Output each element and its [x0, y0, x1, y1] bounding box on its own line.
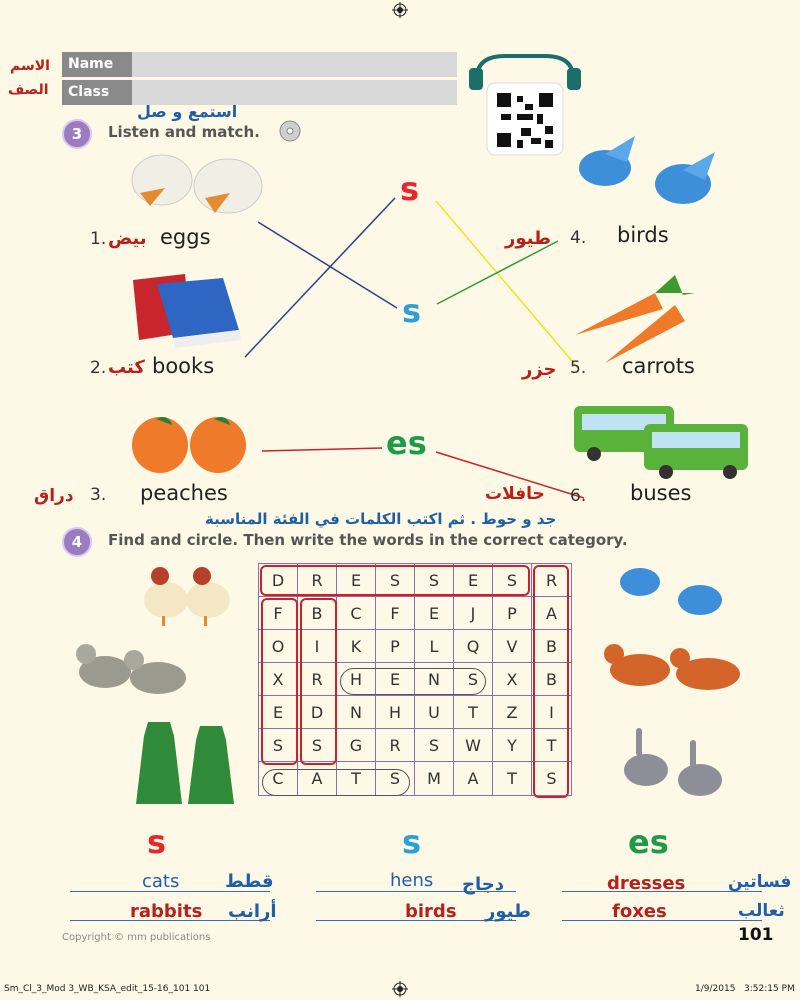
grid-cell[interactable]: C	[337, 597, 376, 630]
item-5-number: 5.	[570, 358, 587, 378]
circle-dresses	[260, 565, 530, 596]
grid-cell[interactable]: O	[259, 630, 298, 663]
item-4-number: 4.	[570, 228, 587, 248]
item-1-number: 1.	[90, 229, 107, 249]
grid-cell[interactable]: S	[493, 564, 532, 597]
grid-cell[interactable]: P	[376, 630, 415, 663]
grid-cell[interactable]: A	[532, 597, 571, 630]
grid-cell[interactable]: R	[532, 564, 571, 597]
ending-es-green: es	[386, 424, 427, 462]
item-3-number: 3.	[90, 485, 107, 505]
category-3-ending: es	[628, 823, 669, 861]
answer-foxes-ar: ثعالب	[738, 901, 785, 921]
grid-cell[interactable]: R	[376, 729, 415, 762]
copyright: Copyright © mm publications	[62, 932, 211, 943]
item-2-number: 2.	[90, 358, 107, 378]
grid-cell[interactable]: A	[454, 762, 493, 795]
item-6-ar: حافلات	[485, 484, 545, 504]
exercise-4-instruction: Find and circle. Then write the words in the correct category.	[108, 531, 628, 549]
answer-birds-ar: طيور	[485, 901, 531, 922]
grid-cell[interactable]: V	[493, 630, 532, 663]
exercise-3-instruction: Listen and match.	[108, 123, 260, 141]
registration-mark-icon	[392, 981, 408, 997]
grid-cell[interactable]: J	[454, 597, 493, 630]
grid-cell[interactable]: S	[454, 663, 493, 696]
circle-cats	[262, 769, 410, 796]
grid-cell[interactable]: G	[337, 729, 376, 762]
item-4-word: birds	[617, 223, 669, 247]
hens-picture	[138, 556, 233, 628]
item-3-word: peaches	[140, 481, 228, 505]
grid-cell[interactable]: S	[259, 729, 298, 762]
grid-cell[interactable]: N	[415, 663, 454, 696]
answer-hens-ar: دجاج	[462, 874, 504, 895]
grid-cell[interactable]: D	[298, 696, 337, 729]
circle-birds	[300, 598, 337, 765]
grid-cell[interactable]: Y	[493, 729, 532, 762]
answer-rabbits-ar: أرانب	[228, 901, 277, 922]
category-2-ending: s	[402, 823, 422, 861]
grid-cell[interactable]: E	[415, 597, 454, 630]
grid-cell[interactable]: E	[337, 564, 376, 597]
answer-hens: hens	[390, 870, 434, 891]
grid-cell[interactable]: F	[259, 597, 298, 630]
grid-cell[interactable]: S	[376, 762, 415, 795]
item-5-word: carrots	[622, 354, 695, 378]
print-timestamp: 1/9/2015 3:52:15 PM	[695, 984, 795, 994]
item-4-ar: طيور	[505, 228, 551, 249]
grid-cell[interactable]: T	[532, 729, 571, 762]
page-number: 101	[738, 925, 774, 945]
item-5-ar: جزر	[522, 359, 557, 380]
ending-s-blue: s	[402, 292, 422, 330]
answer-birds: birds	[405, 901, 457, 922]
cats-picture	[70, 632, 195, 702]
grid-cell[interactable]: R	[298, 564, 337, 597]
exercise-3-instruction-ar: استمع و صل	[137, 102, 238, 121]
grid-cell[interactable]: Z	[493, 696, 532, 729]
item-1-ar: بيض	[108, 228, 147, 249]
grid-cell[interactable]: S	[415, 729, 454, 762]
ending-s-red: s	[400, 170, 420, 208]
item-6-number: 6.	[570, 486, 587, 506]
exercise-4-instruction-ar: جد و حوط . ثم اكتب الكلمات في الفئة المناسبة	[205, 510, 557, 528]
grid-cell[interactable]: A	[298, 762, 337, 795]
grid-cell[interactable]: U	[415, 696, 454, 729]
grid-cell[interactable]: I	[532, 696, 571, 729]
answer-dresses-ar: فساتين	[728, 872, 792, 892]
grid-cell[interactable]: S	[376, 564, 415, 597]
name-label: Name	[62, 52, 132, 77]
grid-cell[interactable]: P	[493, 597, 532, 630]
circle-foxes	[261, 598, 298, 765]
dresses-picture	[130, 716, 245, 806]
grid-cell[interactable]: H	[337, 663, 376, 696]
item-2-ar: كتب	[108, 357, 145, 378]
grid-cell[interactable]: S	[415, 564, 454, 597]
grid-cell[interactable]: E	[454, 564, 493, 597]
grid-cell[interactable]: B	[532, 630, 571, 663]
grid-cell[interactable]: C	[259, 762, 298, 795]
grid-cell[interactable]: L	[415, 630, 454, 663]
circle-rabbits	[533, 565, 569, 798]
item-2-word: books	[152, 354, 215, 378]
grid-cell[interactable]: I	[298, 630, 337, 663]
file-info: Sm_Cl_3_Mod 3_WB_KSA_edit_15-16_101 101	[4, 984, 211, 994]
grid-cell[interactable]: X	[259, 663, 298, 696]
answer-foxes: foxes	[612, 901, 667, 922]
exercise-4-number: 4	[62, 527, 92, 557]
foxes-picture	[600, 630, 755, 705]
name-label-ar: الاسم	[10, 58, 50, 74]
grid-cell[interactable]: H	[376, 696, 415, 729]
grid-cell[interactable]: S	[298, 729, 337, 762]
grid-cell[interactable]: N	[337, 696, 376, 729]
rabbits-picture	[610, 718, 735, 808]
grid-cell[interactable]: S	[546, 769, 557, 788]
grid-cell[interactable]: B	[298, 597, 337, 630]
circle-hens	[340, 668, 486, 695]
birds-picture-2	[610, 560, 735, 625]
item-3-ar: دراق	[34, 486, 74, 506]
answer-cats-ar: قطط	[225, 871, 274, 892]
answer-cats: cats	[142, 871, 180, 892]
grid-cell[interactable]: Q	[454, 630, 493, 663]
grid-cell[interactable]: W	[454, 729, 493, 762]
grid-cell[interactable]: X	[493, 663, 532, 696]
exercise-3-number: 3	[62, 119, 92, 149]
grid-cell[interactable]: E	[259, 696, 298, 729]
class-label: Class	[62, 80, 132, 105]
grid-cell[interactable]: B	[532, 663, 571, 696]
item-6-word: buses	[630, 481, 692, 505]
grid-cell[interactable]: T	[493, 762, 532, 795]
category-1-ending: s	[147, 823, 167, 861]
grid-cell[interactable]: R	[298, 663, 337, 696]
grid-cell[interactable]: M	[415, 762, 454, 795]
grid-cell[interactable]: K	[337, 630, 376, 663]
grid-cell[interactable]: E	[376, 663, 415, 696]
grid-cell[interactable]: F	[376, 597, 415, 630]
class-label-ar: الصف	[8, 82, 49, 98]
grid-cell[interactable]: T	[337, 762, 376, 795]
answer-dresses: dresses	[607, 873, 686, 894]
grid-cell[interactable]: D	[259, 564, 298, 597]
grid-cell[interactable]: T	[454, 696, 493, 729]
answer-rabbits: rabbits	[130, 901, 203, 922]
item-1-word: eggs	[160, 225, 211, 249]
